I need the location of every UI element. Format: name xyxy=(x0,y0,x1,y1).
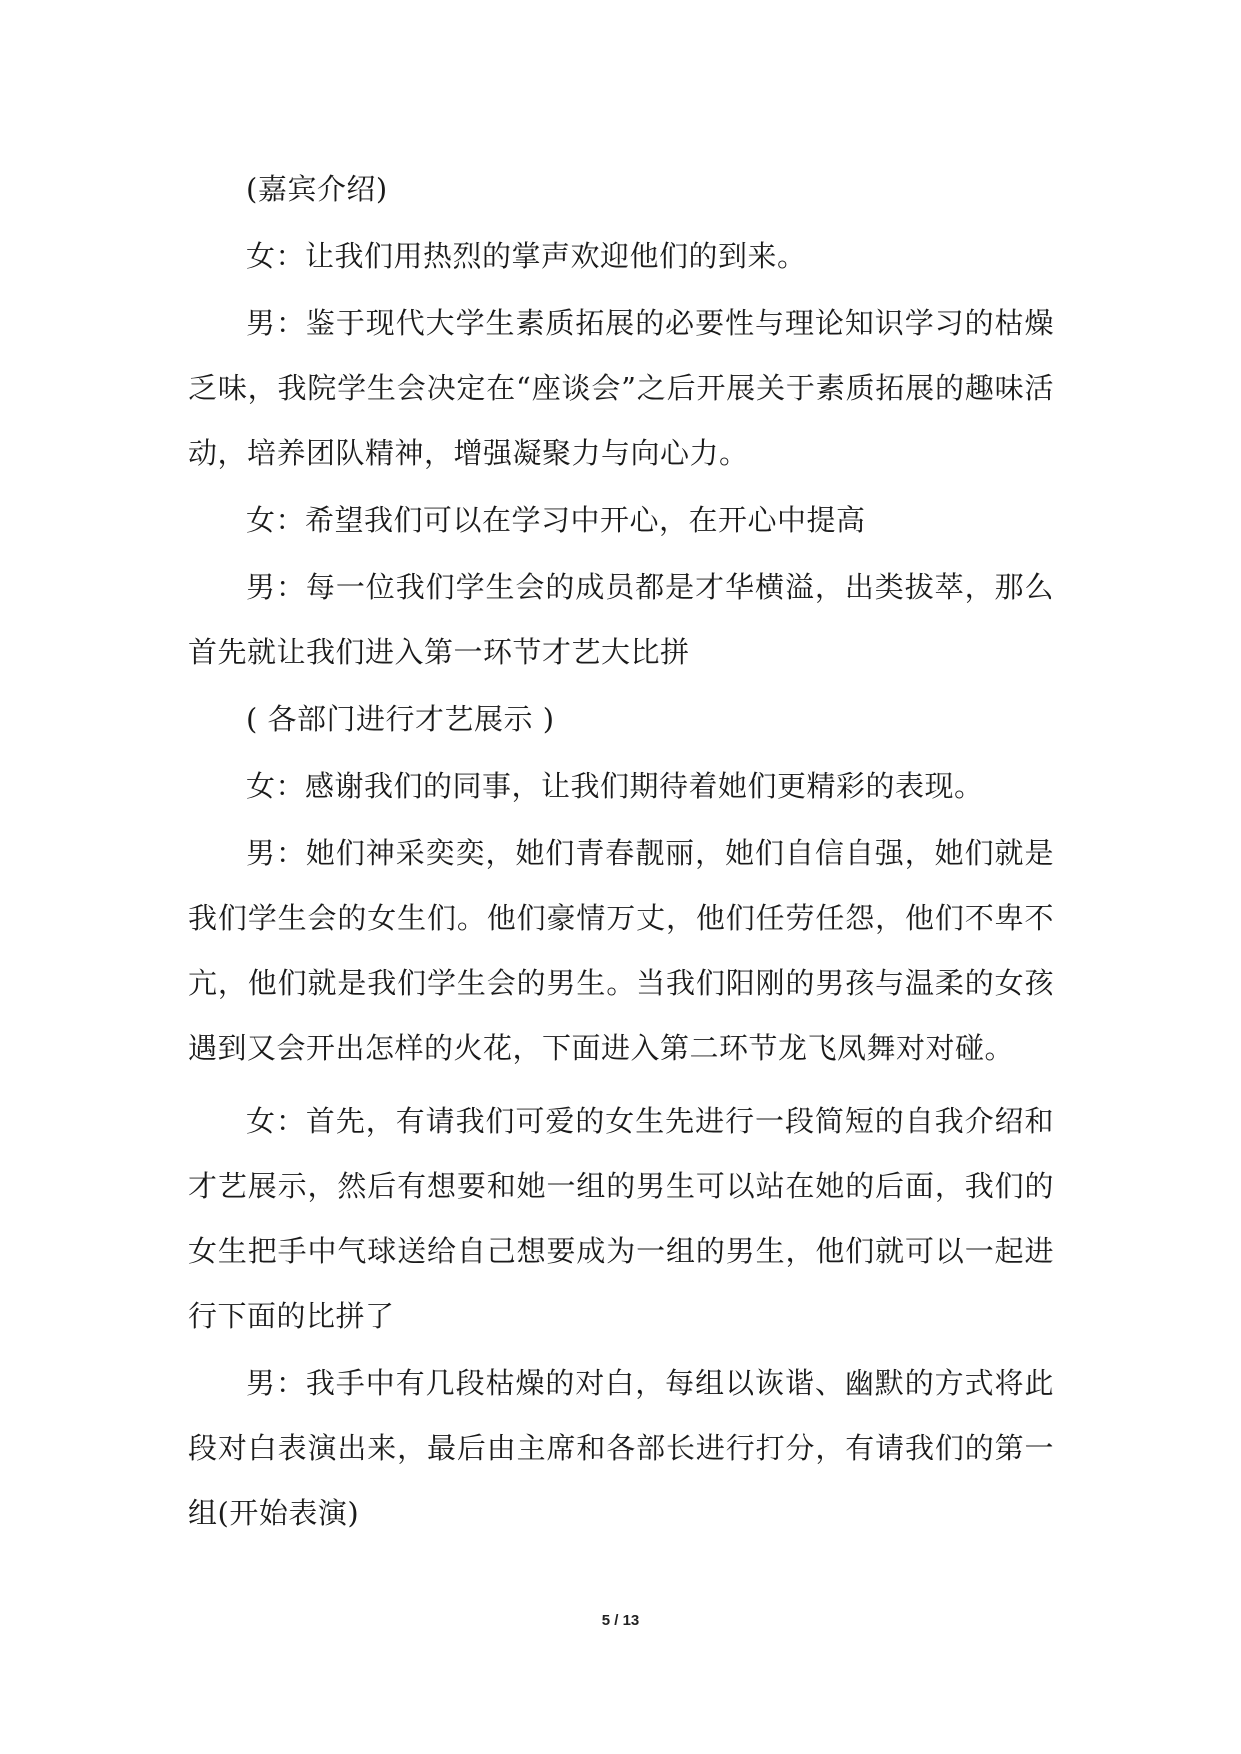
paragraph-performance: 男：我手中有几段枯燥的对白，每组以诙谐、幽默的方式将此段对白表演出来，最后由主席和各部长进行打分，有请我们的第一组(开始表演) xyxy=(188,1366,1054,1530)
paragraph-hope: 女：希望我们可以在学习中开心，在开心中提高 xyxy=(246,503,866,537)
paragraph-grouping: 女：首先，有请我们可爱的女生先进行一段简短的自我介绍和才艺展示，然后有想要和她一组的男生可以站在她的后面，我们的女生把手中气球送给自己想要成为一组的男生，他们就可以一起进行下面的比拼了 xyxy=(188,1104,1054,1333)
page-number: 5 / 13 xyxy=(601,1612,640,1629)
paragraph-welcome: 女：让我们用热烈的掌声欢迎他们的到来。 xyxy=(246,239,807,273)
paragraph-talent-show: ( 各部门进行才艺展示 ) xyxy=(246,702,555,736)
paragraph-talent-contest: 男：每一位我们学生会的成员都是才华横溢，出类拔萃，那么首先就让我们进入第一环节才艺大比拼 xyxy=(188,570,1054,669)
paragraph-thanks: 女：感谢我们的同事，让我们期待着她们更精彩的表现。 xyxy=(246,769,984,803)
paragraph-activity-intro: 男：鉴于现代大学生素质拓展的必要性与理论知识学习的枯燥乏味，我院学生会决定在“座谈会”之后开展关于素质拓展的趣味活动，培养团队精神，增强凝聚力与向心力。 xyxy=(188,306,1054,470)
paragraph-guest-intro: (嘉宾介绍) xyxy=(246,172,388,206)
document-body xyxy=(188,157,1054,1548)
paragraph-second-round: 男：她们神采奕奕，她们青春靓丽，她们自信自强，她们就是我们学生会的女生们。他们豪情万丈，他们任劳任怨，他们不卑不亢，他们就是我们学生会的男生。当我们阳刚的男孩与温柔的女孩遇到又会开出怎样的火花，下面进入第二环节龙飞凤舞对对碰。 xyxy=(188,836,1054,1065)
